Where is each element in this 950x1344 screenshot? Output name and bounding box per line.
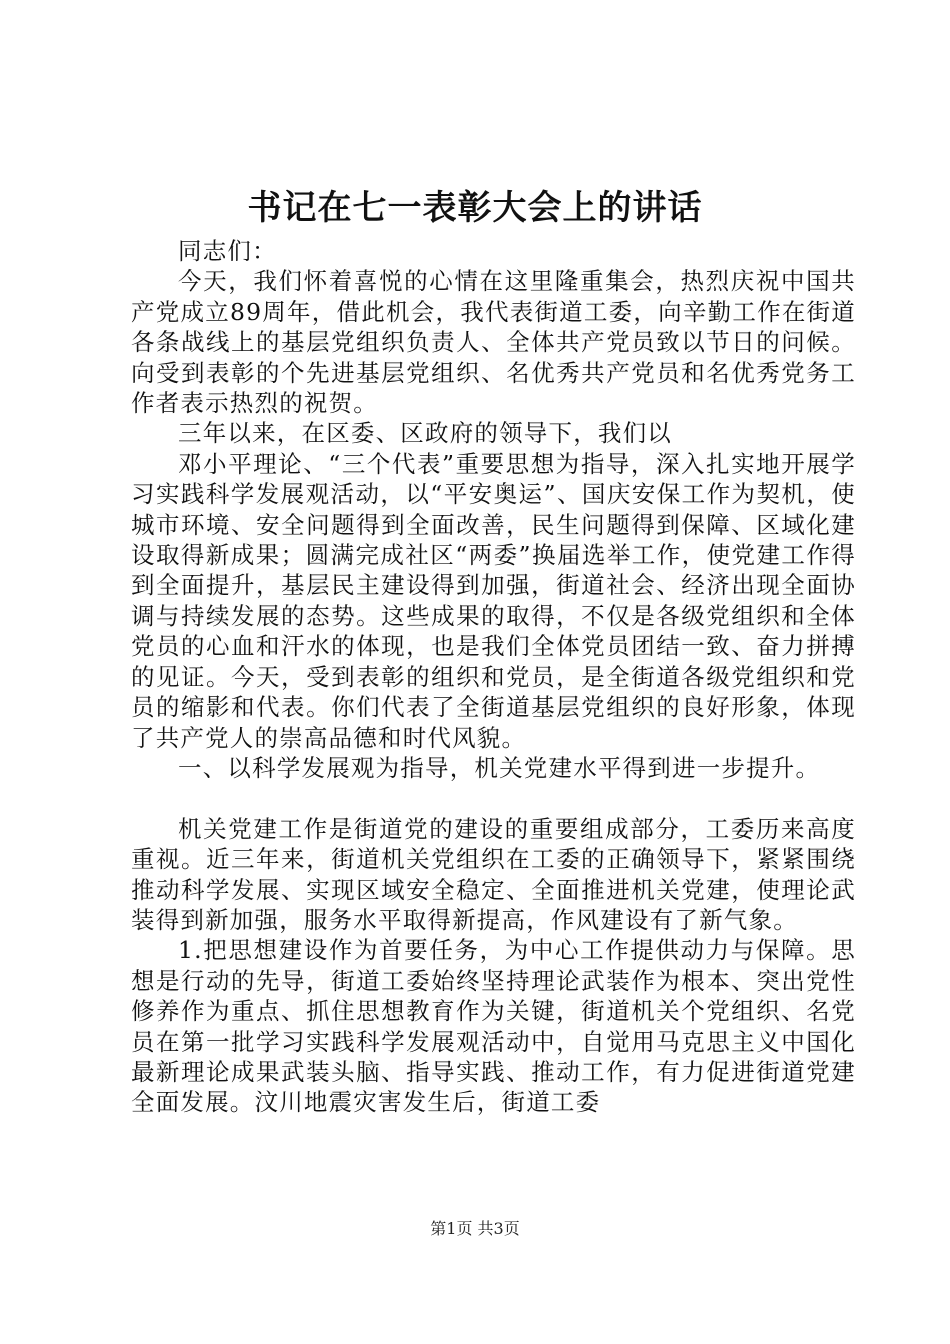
body-paragraph: 今天，我们怀着喜悦的心情在这里隆重集会，热烈庆祝中国共产党成立89周年，借此机会，我代表街道工委，向辛勤工作在街道各条战线上的基层党组织负责人、全体共产党员致以节日的问候。向受到表彰的个先进基层党组织、名优秀共产党员和名优秀党务工作者表示热烈的祝贺。	[131, 267, 856, 418]
document-title: 书记在七一表彰大会上的讲话	[247, 188, 703, 228]
body-paragraph: 机关党建工作是街道党的建设的重要组成部分，工委历来高度重视。近三年来，街道机关党组织在工委的正确领导下，紧紧围绕推动科学发展、实现区域安全稳定、全面推进机关党建，使理论武装得到新加强，服务水平取得新提高，作风建设有了新气象。	[131, 814, 856, 934]
page-number-footer: 第1页 共3页	[430, 1219, 520, 1238]
body-paragraph: 三年以来，在区委、区政府的领导下，我们以	[178, 419, 672, 448]
body-paragraph: 1.把思想建设作为首要任务，为中心工作提供动力与保障。思想是行动的先导，街道工委始终坚持理论武装作为根本、突出党性修养作为重点、抓住思想教育作为关键，街道机关个党组织、名党员在第一批学习实践科学发展观活动中，自觉用马克思主义中国化最新理论成果武装头脑、指导实践、推动工作，有力促进街道党建全面发展。汶川地震灾害发生后，街道工委	[131, 936, 856, 1117]
salutation-paragraph: 同志们：	[178, 237, 277, 265]
body-paragraph: 邓小平理论、“三个代表”重要思想为指导，深入扎实地开展学习实践科学发展观活动，以“平安奥运”、国庆安保工作为契机，使城市环境、安全问题得到全面改善，民生问题得到保障、区域化建设取得新成果；圆满完成社区“两委”换届选举工作，使党建工作得到全面提升，基层民主建设得到加强，街道社会、经济出现全面协调与持续发展的态势。这些成果的取得，不仅是各级党组织和全体党员的心血和汗水的体现，也是我们全体党员团结一致、奋力拼搏的见证。今天，受到表彰的组织和党员，是全街道各级党组织和党员的缩影和代表。你们代表了全街道基层党组织的良好形象，体现了共产党人的崇高品德和时代风貌。	[131, 449, 856, 752]
document-body	[131, 236, 856, 1118]
section-heading: 一、以科学发展观为指导，机关党建水平得到进一步提升。	[178, 753, 821, 782]
